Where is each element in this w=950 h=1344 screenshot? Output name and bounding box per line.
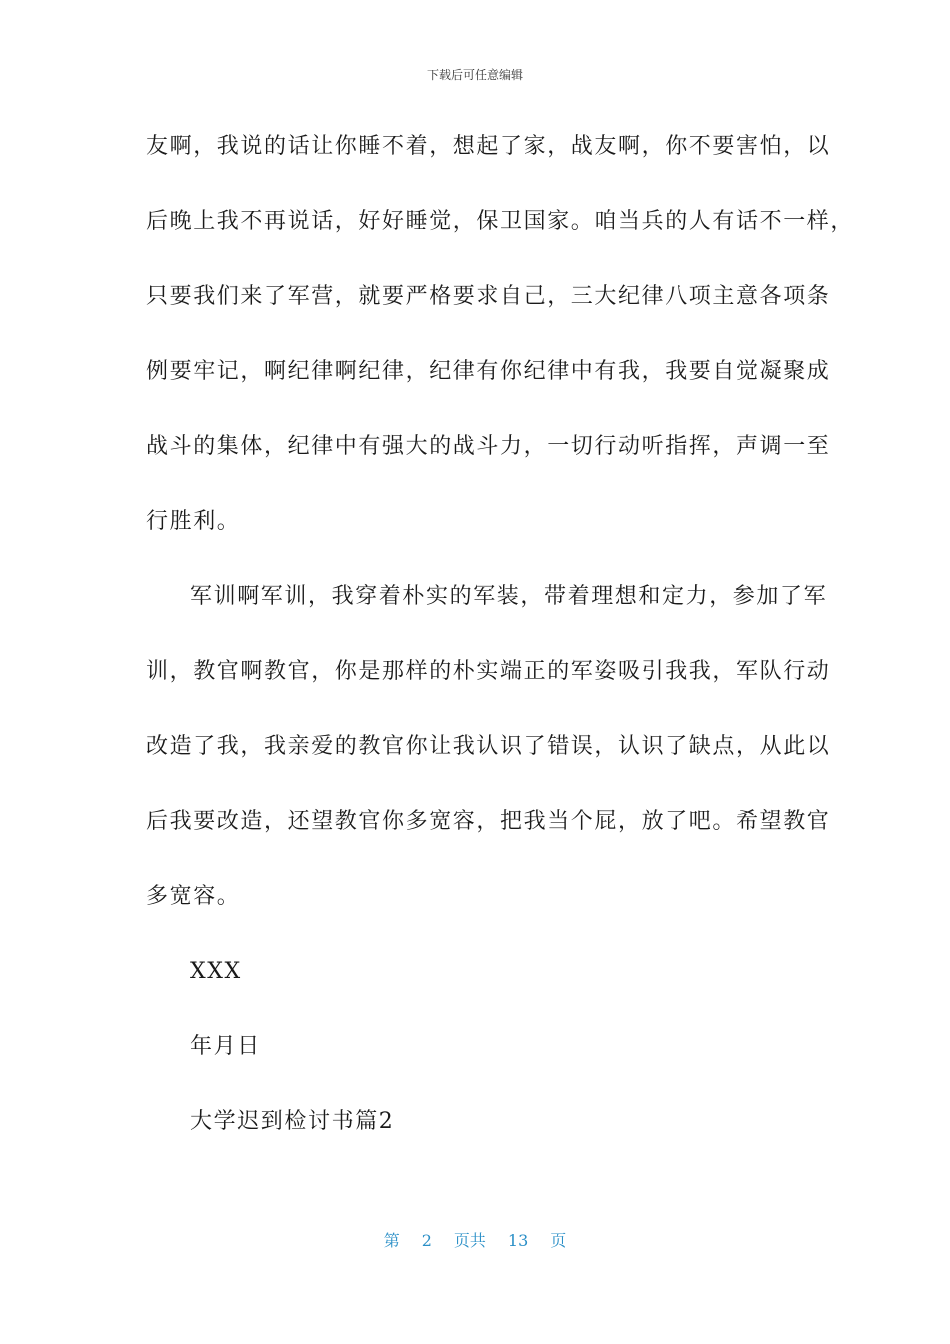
footer-suffix: 页 — [550, 1231, 567, 1250]
footer-page-number: 2 — [421, 1231, 432, 1250]
page-header: 下载后可任意编辑 — [426, 68, 523, 82]
text-line: 后晚上我不再说话，好好睡觉，保卫国家。咱当兵的人有话不一样， — [146, 209, 855, 234]
text-line: 战斗的集体，纪律中有强大的战斗力，一切行动听指挥，声调一至 — [146, 434, 831, 459]
signature-date: 年月日 — [190, 1034, 261, 1059]
text-line: 多宽容。 — [146, 884, 241, 909]
text-line: 例要牢记，啊纪律啊纪律，纪律有你纪律中有我，我要自觉凝聚成 — [146, 359, 831, 384]
text-line: 改造了我，我亲爱的教官你让我认识了错误，认识了缺点，从此以 — [146, 734, 831, 759]
text-line: 只要我们来了军营，就要严格要求自己，三大纪律八项主意各项条 — [146, 284, 831, 309]
document-body — [146, 128, 855, 1178]
text-line: 友啊，我说的话让你睡不着，想起了家，战友啊，你不要害怕，以 — [146, 134, 831, 159]
footer-total-pages: 13 — [507, 1231, 529, 1250]
page-footer — [0, 1228, 950, 1251]
signature-name: XXX — [190, 959, 242, 984]
text-line: 行胜利。 — [146, 509, 241, 534]
section-heading: 大学迟到检讨书篇2 — [190, 1109, 395, 1134]
footer-middle: 页共 — [453, 1231, 486, 1250]
paragraph-start-line: 军训啊军训，我穿着朴实的军装，带着理想和定力，参加了军 — [190, 584, 828, 609]
text-line: 后我要改造，还望教官你多宽容，把我当个屁，放了吧。希望教官 — [146, 809, 831, 834]
footer-prefix: 第 — [383, 1231, 400, 1250]
text-line: 训，教官啊教官，你是那样的朴实端正的军姿吸引我我，军队行动 — [146, 659, 831, 684]
